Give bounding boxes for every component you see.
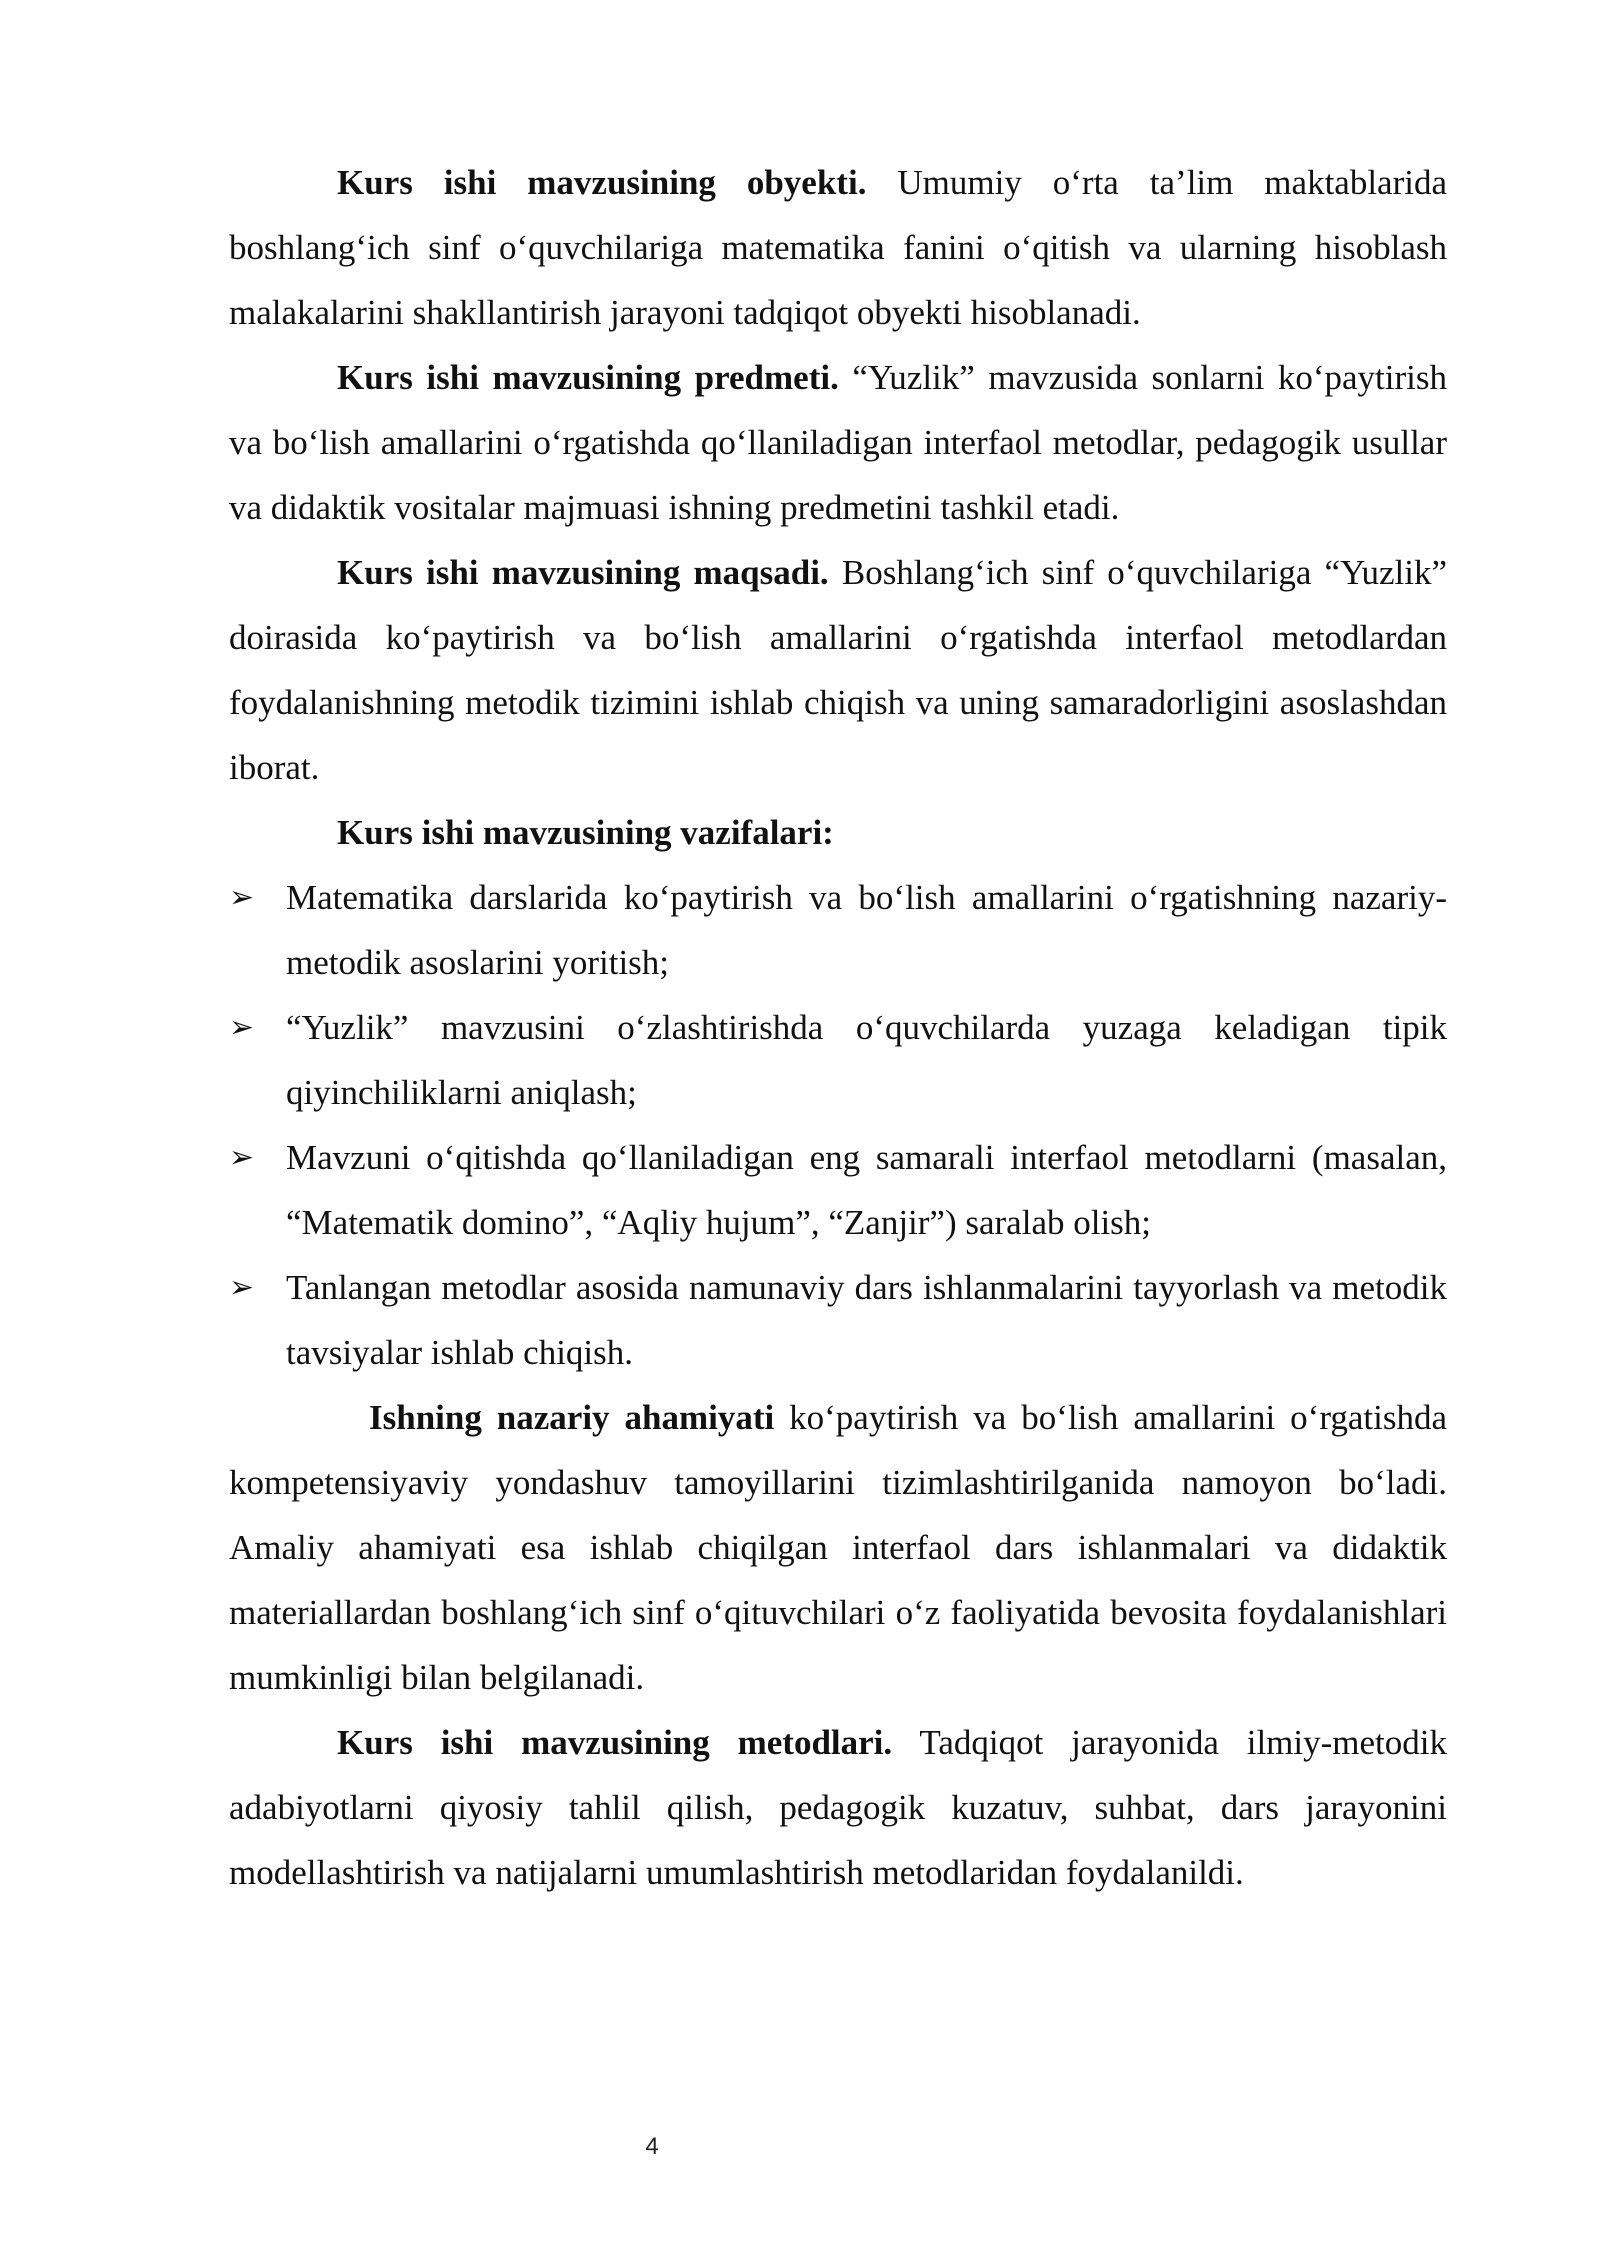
list-item — [229, 1125, 1447, 1255]
text-ahamiyat: ko‘paytirish va bo‘lish amallarini o‘rgatishda kompetensiyaviy yondashuv tamoyillarini tizimlashtirilganida namoyon bo‘ladi. Amaliy ahamiyati esa ishlab chiqilgan interfaol dars ishlanmalari va didaktik materiallardan boshlang‘ich sinf o‘qituvchilari o‘z faoliyatida bevosita foydalanishlari mumkinligi bilan belgilanadi. — [229, 1398, 1447, 1697]
list-item-text: Tanlangan metodlar asosida namunaviy dars ishlanmalarini tayyorlash va metodik tavsiyalar ishlab chiqish. — [286, 1268, 1447, 1372]
paragraph-maqsad — [229, 540, 1447, 800]
text-obyekt: Umumiy o‘rta ta’lim maktablarida boshlang‘ich sinf o‘quvchilariga matematika fanini o‘qitish va ularning hisoblash malakalarini shakllantirish jarayoni tadqiqot obyekti hisoblanadi. — [229, 163, 1447, 332]
heading-vazifalar: Kurs ishi mavzusining vazifalari: — [337, 813, 834, 852]
paragraph-metodlar — [229, 1710, 1447, 1905]
text-metodlar: Tadqiqot jarayonida ilmiy-metodik adabiyotlarni qiyosiy tahlil qilish, pedagogik kuzatuv, suhbat, dars jarayonini modellashtirish va natijalarni umumlashtirish metodlaridan foydalanildi. — [229, 1723, 1447, 1892]
arrow-bullet-icon: ➢ — [229, 1010, 255, 1045]
list-item-text: Matematika darslarida ko‘paytirish va bo‘lish amallarini o‘rgatishning nazariy-metodik asoslarini yoritish; — [286, 878, 1447, 982]
tasks-list — [229, 865, 1447, 1385]
paragraph-vazifalar — [229, 800, 1447, 865]
paragraph-obyekt — [229, 150, 1447, 345]
heading-ahamiyat: Ishning nazariy ahamiyati — [369, 1398, 775, 1437]
heading-predmet: Kurs ishi mavzusining predmeti. — [337, 358, 839, 397]
document-page — [229, 150, 1447, 1905]
paragraph-ahamiyat — [229, 1385, 1447, 1710]
list-item-text: Mavzuni o‘qitishda qo‘llaniladigan eng samarali interfaol metodlarni (masalan, “Matematik domino”, “Aqliy hujum”, “Zanjir”) saralab olish; — [286, 1138, 1447, 1242]
list-item — [229, 995, 1447, 1125]
list-item — [229, 1255, 1447, 1385]
heading-obyekt: Kurs ishi mavzusining obyekti. — [337, 163, 867, 202]
list-item — [229, 865, 1447, 995]
page-number: 4 — [645, 2133, 659, 2160]
text-maqsad: Boshlang‘ich sinf o‘quvchilariga “Yuzlik” doirasida ko‘paytirish va bo‘lish amallarini o‘rgatishda interfaol metodlardan foydalanishning metodik tizimini ishlab chiqish va uning samaradorligini asoslashdan iborat. — [229, 553, 1447, 787]
text-predmet: “Yuzlik” mavzusida sonlarni ko‘paytirish va bo‘lish amallarini o‘rgatishda qo‘llaniladigan interfaol metodlar, pedagogik usullar va didaktik vositalar majmuasi ishning predmetini tashkil etadi. — [229, 358, 1447, 527]
heading-maqsad: Kurs ishi mavzusining maqsadi. — [337, 553, 829, 592]
heading-metodlar: Kurs ishi mavzusining metodlari. — [337, 1723, 893, 1762]
arrow-bullet-icon: ➢ — [229, 880, 255, 915]
arrow-bullet-icon: ➢ — [229, 1270, 255, 1305]
paragraph-predmet — [229, 345, 1447, 540]
arrow-bullet-icon: ➢ — [229, 1140, 255, 1175]
list-item-text: “Yuzlik” mavzusini o‘zlashtirishda o‘quvchilarda yuzaga keladigan tipik qiyinchiliklarni aniqlash; — [286, 1008, 1447, 1112]
